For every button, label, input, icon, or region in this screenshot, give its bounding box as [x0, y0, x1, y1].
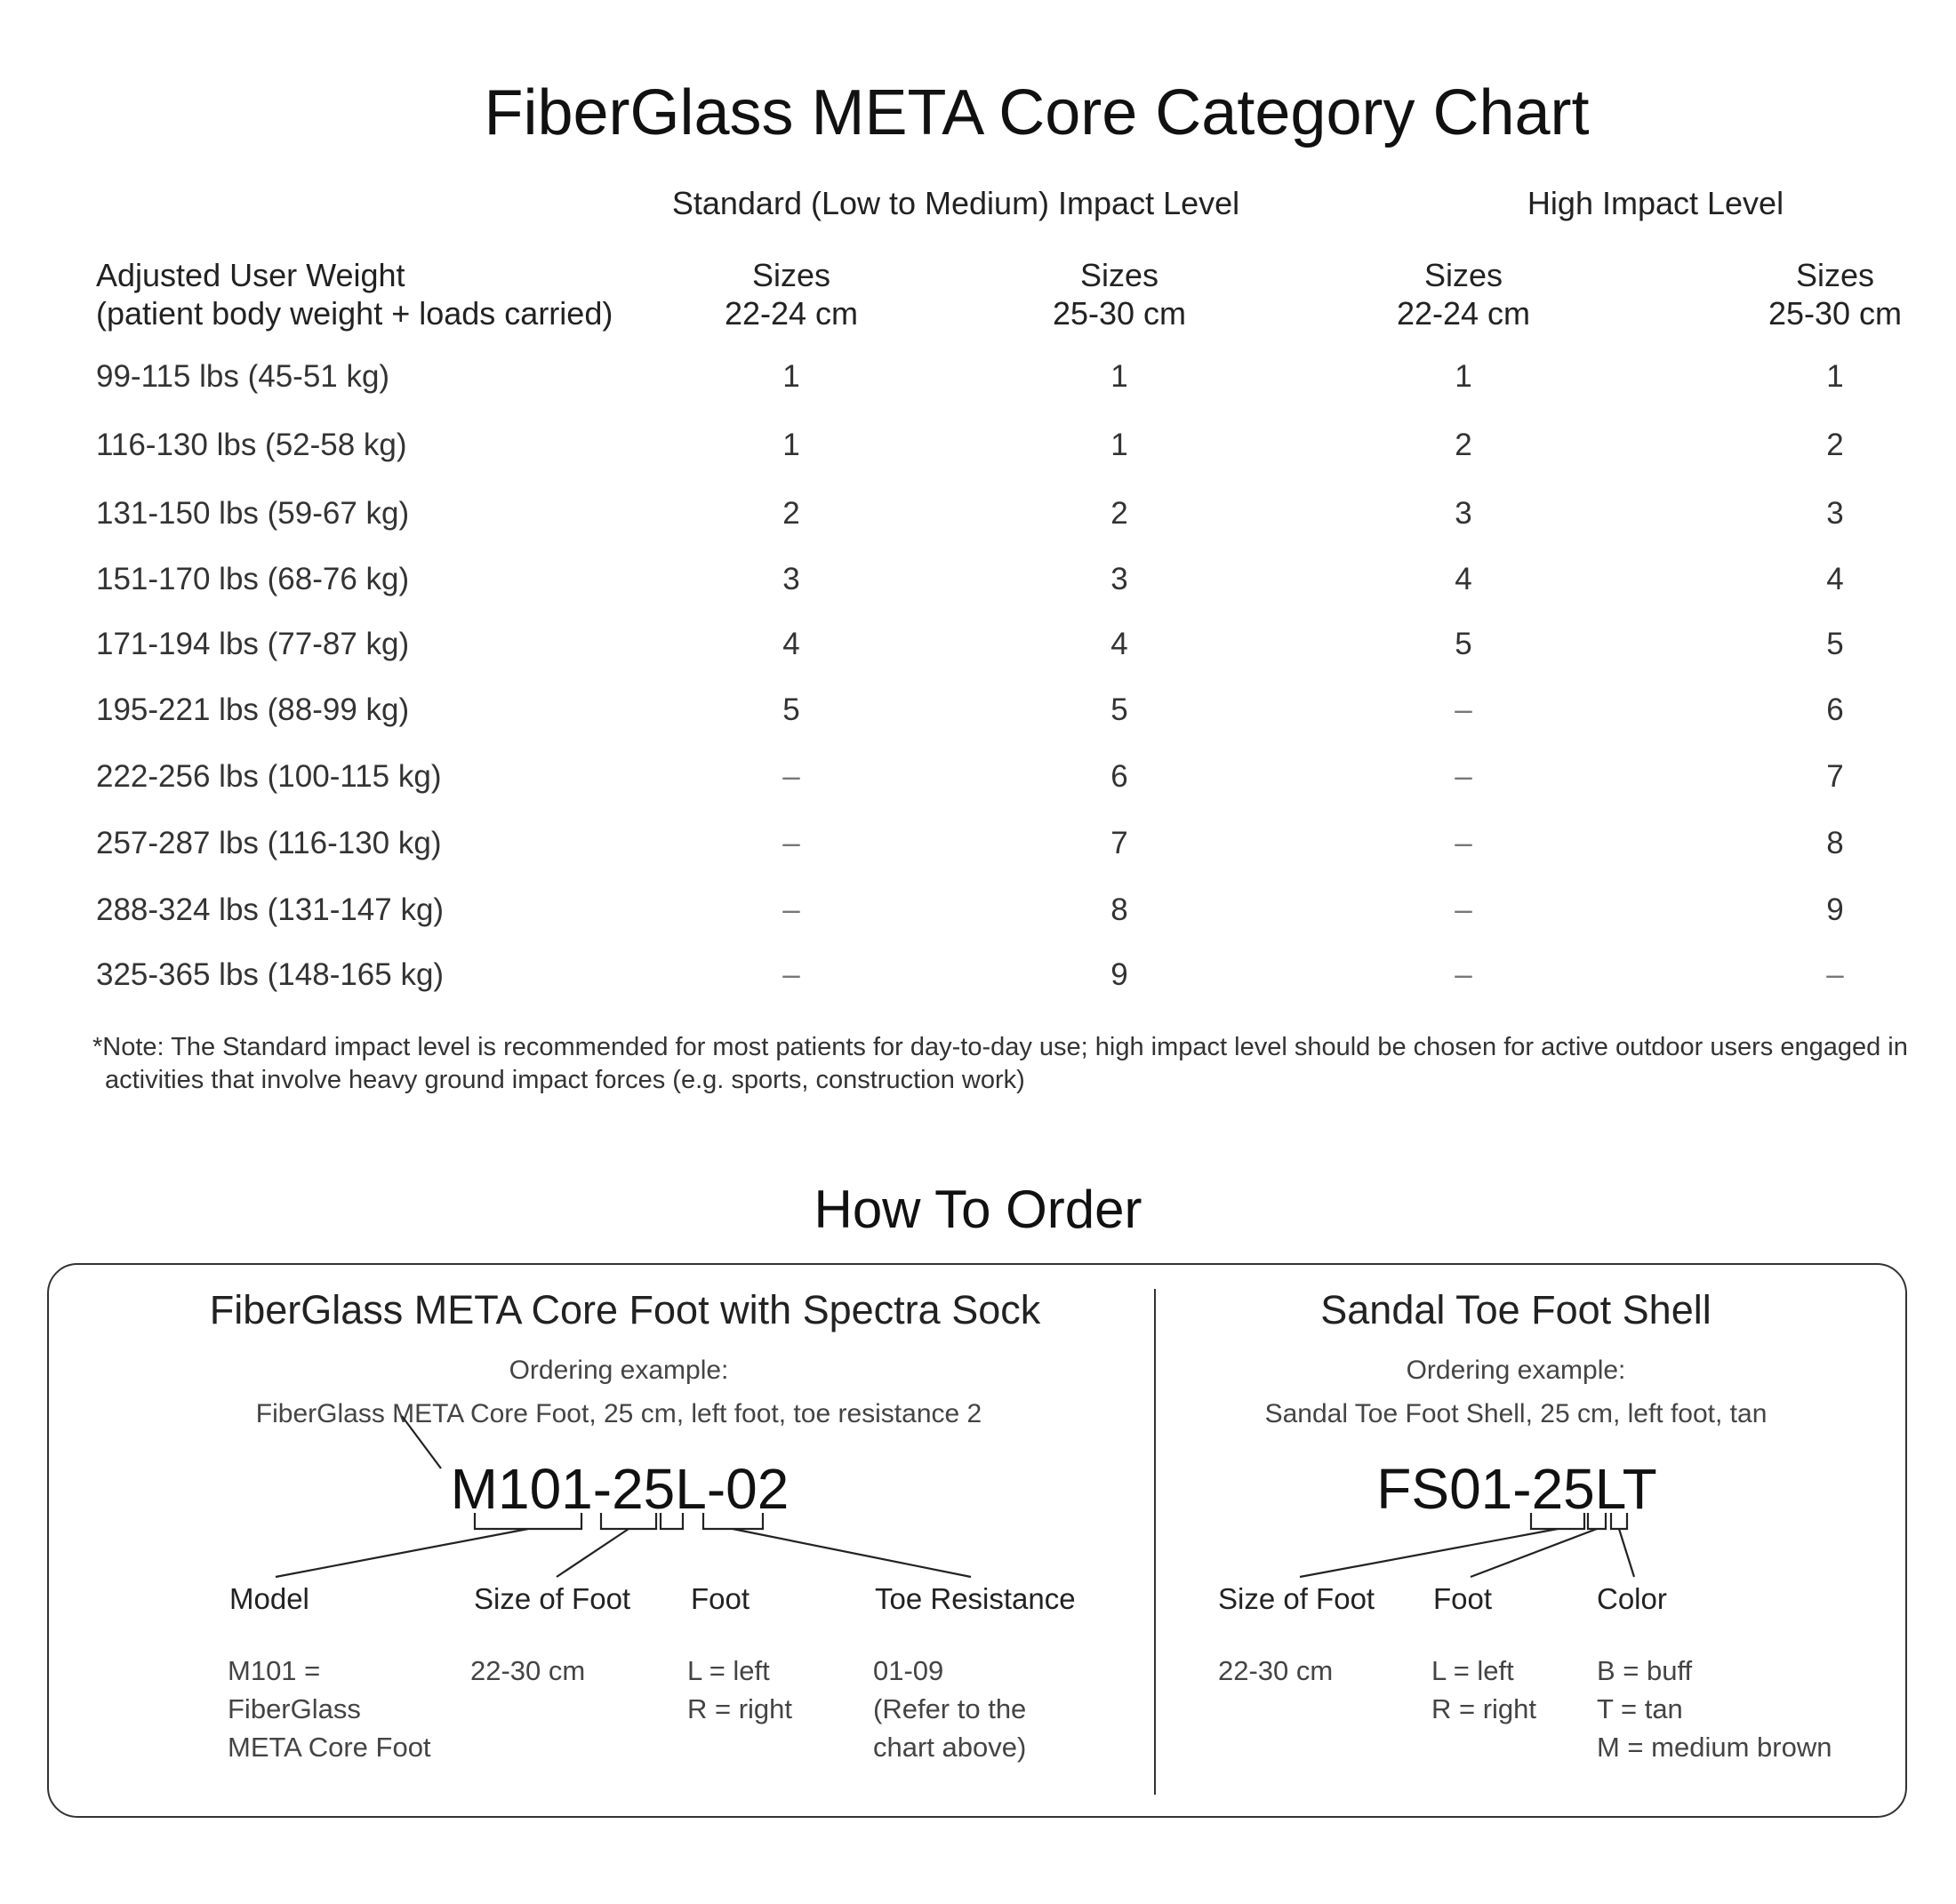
table-cell: –	[782, 892, 800, 927]
shell-size-values	[1218, 1652, 1333, 1690]
shell-example-label: Ordering example:	[1406, 1356, 1626, 1385]
row-label: 288-324 lbs (131-147 kg)	[96, 892, 445, 927]
high-impact-heading: High Impact Level	[1527, 185, 1784, 221]
table-cell: –	[782, 826, 800, 860]
foot-toe-values	[873, 1652, 1026, 1766]
table-cell: 1	[782, 359, 800, 394]
foot-field-model: Model	[229, 1582, 309, 1615]
shell-field-foot: Foot	[1433, 1582, 1493, 1615]
table-cell: 5	[1826, 627, 1844, 661]
table-cell: 8	[1826, 826, 1844, 860]
table-cell: 3	[1110, 562, 1128, 596]
order-box-divider	[1154, 1289, 1156, 1795]
field-value: 01-09	[873, 1655, 944, 1686]
foot-example-label: Ordering example:	[509, 1356, 729, 1385]
field-value: R = right	[1431, 1693, 1537, 1724]
table-cell: 3	[1455, 496, 1472, 531]
field-value: L = left	[1431, 1655, 1514, 1686]
table-cell: –	[1455, 826, 1472, 860]
size-header-standard-22-24	[725, 256, 858, 332]
foot-field-toe-resistance: Toe Resistance	[875, 1582, 1076, 1615]
field-value: T = tan	[1597, 1693, 1683, 1724]
size-header-range: 22-24 cm	[1396, 295, 1531, 332]
shell-example-text: Sandal Toe Foot Shell, 25 cm, left foot, tan	[1264, 1399, 1768, 1428]
foot-model-values	[228, 1652, 431, 1766]
shell-section-title: Sandal Toe Foot Shell	[1320, 1287, 1712, 1332]
foot-order-code: M101-25L-02	[450, 1457, 790, 1521]
table-cell: 7	[1110, 826, 1128, 860]
weight-column-header	[96, 256, 613, 332]
table-cell: 7	[1826, 759, 1844, 794]
field-value: FiberGlass	[228, 1693, 361, 1724]
table-cell: 3	[1826, 496, 1844, 531]
foot-size-values	[470, 1652, 585, 1690]
table-cell: 5	[1455, 627, 1472, 661]
field-value: chart above)	[873, 1732, 1027, 1763]
foot-field-size: Size of Foot	[474, 1582, 631, 1615]
table-cell: 1	[1110, 428, 1128, 462]
field-value: (Refer to the	[873, 1693, 1027, 1724]
table-cell: –	[1455, 892, 1472, 927]
table-cell: 1	[1110, 359, 1128, 394]
table-cell: 1	[782, 428, 800, 462]
table-cell: 4	[782, 627, 800, 661]
field-value: B = buff	[1597, 1655, 1693, 1686]
foot-section-title: FiberGlass META Core Foot with Spectra Sock	[209, 1287, 1041, 1332]
row-label: 99-115 lbs (45-51 kg)	[96, 359, 390, 394]
row-label: 151-170 lbs (68-76 kg)	[96, 562, 410, 596]
table-cell: –	[782, 957, 800, 992]
shell-field-size: Size of Foot	[1218, 1582, 1375, 1615]
foot-field-foot: Foot	[691, 1582, 750, 1615]
table-cell: –	[1455, 957, 1472, 992]
how-to-order-title: How To Order	[814, 1180, 1142, 1239]
row-label: 171-194 lbs (77-87 kg)	[96, 627, 410, 661]
size-header-high-25-30	[1768, 256, 1902, 332]
row-label: 257-287 lbs (116-130 kg)	[96, 826, 442, 860]
table-cell: 5	[782, 692, 800, 727]
size-header-label: Sizes	[751, 257, 831, 293]
weight-header-line-2: (patient body weight + loads carried)	[96, 295, 613, 332]
shell-field-color: Color	[1597, 1582, 1667, 1615]
row-label: 131-150 lbs (59-67 kg)	[96, 496, 410, 531]
field-value: L = left	[687, 1655, 770, 1686]
table-cell: 3	[782, 562, 800, 596]
table-cell: 2	[1455, 428, 1472, 462]
weight-header-line-1: Adjusted User Weight	[96, 257, 405, 293]
table-cell: –	[1455, 759, 1472, 794]
field-value: M = medium brown	[1597, 1732, 1832, 1763]
page-title: FiberGlass META Core Category Chart	[484, 77, 1590, 148]
field-value: META Core Foot	[228, 1732, 431, 1763]
row-label: 116-130 lbs (52-58 kg)	[96, 428, 407, 462]
size-header-label: Sizes	[1795, 257, 1875, 293]
shell-color-values	[1597, 1652, 1832, 1766]
foot-example-text: FiberGlass META Core Foot, 25 cm, left foot, toe resistance 2	[255, 1399, 982, 1428]
table-cell: 9	[1110, 957, 1128, 992]
field-value: R = right	[687, 1693, 793, 1724]
size-header-high-22-24	[1397, 256, 1530, 332]
table-cell: 9	[1826, 892, 1844, 927]
table-cell: 2	[782, 496, 800, 531]
table-cell: –	[1455, 692, 1472, 727]
table-cell: 8	[1110, 892, 1128, 927]
table-cell: –	[782, 759, 800, 794]
table-cell: 4	[1110, 627, 1128, 661]
standard-impact-heading: Standard (Low to Medium) Impact Level	[671, 185, 1240, 221]
field-value: 22-30 cm	[1218, 1655, 1334, 1686]
table-cell: 2	[1110, 496, 1128, 531]
row-label: 222-256 lbs (100-115 kg)	[96, 759, 442, 794]
table-cell: 6	[1826, 692, 1844, 727]
row-label: 195-221 lbs (88-99 kg)	[96, 692, 410, 727]
footnote-line-1: *Note: The Standard impact level is recommended for most patients for day-to-day use; high impact level should be chosen for active outdoor users engaged in	[92, 1033, 1908, 1061]
row-label: 325-365 lbs (148-165 kg)	[96, 957, 445, 992]
table-cell: 6	[1110, 759, 1128, 794]
shell-side-values	[1431, 1652, 1536, 1728]
shell-order-code: FS01-25LT	[1376, 1457, 1657, 1521]
size-header-label: Sizes	[1423, 257, 1503, 293]
foot-side-values	[687, 1652, 792, 1728]
table-cell: 4	[1455, 562, 1472, 596]
field-value: M101 =	[228, 1655, 321, 1686]
size-header-label: Sizes	[1079, 257, 1159, 293]
table-cell: 1	[1455, 359, 1472, 394]
table-cell: 1	[1826, 359, 1844, 394]
size-header-range: 25-30 cm	[1768, 295, 1903, 332]
footnote-line-2: activities that involve heavy ground impact forces (e.g. sports, construction work)	[105, 1066, 1025, 1094]
footnote	[92, 1031, 1908, 1097]
table-cell: –	[1826, 957, 1844, 992]
table-cell: 4	[1826, 562, 1844, 596]
table-cell: 2	[1826, 428, 1844, 462]
table-cell: 5	[1110, 692, 1128, 727]
size-header-standard-25-30	[1053, 256, 1186, 332]
size-header-range: 25-30 cm	[1052, 295, 1187, 332]
size-header-range: 22-24 cm	[724, 295, 859, 332]
field-value: 22-30 cm	[470, 1655, 586, 1686]
